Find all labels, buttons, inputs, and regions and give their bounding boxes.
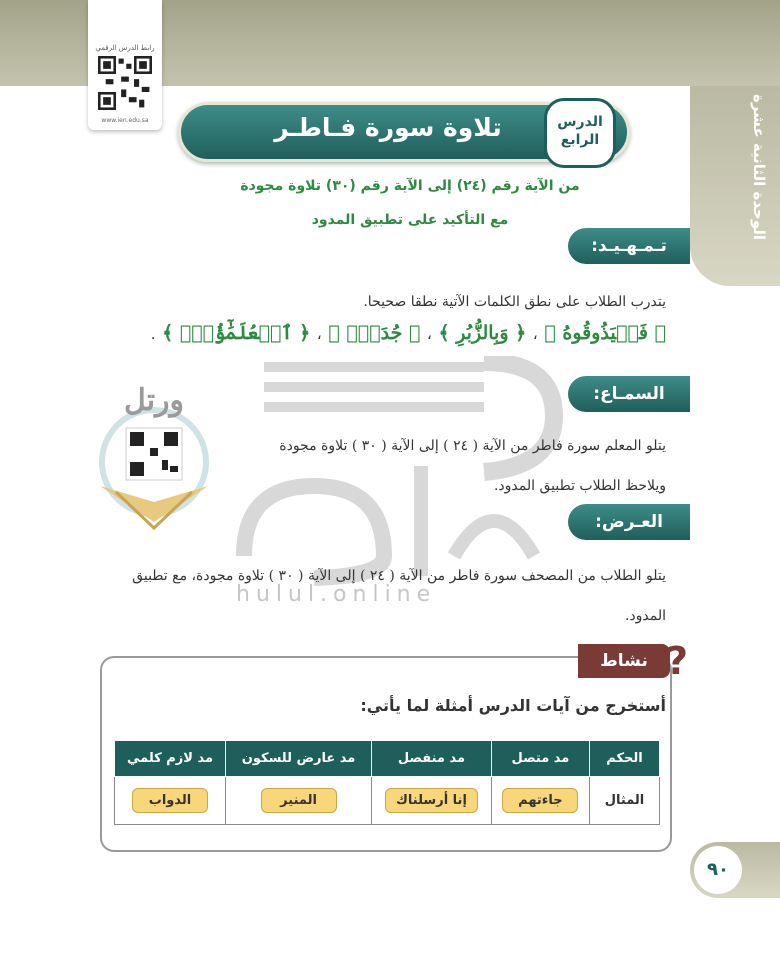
badge-line-2: الرابع [560,132,600,148]
qr-caption: رابط الدرس الرقمي [95,44,155,52]
samaa-line-1: يتلو المعلم سورة فاطر من الآية ( ٢٤ ) إلى الآية ( ٣٠ ) تلاوة مجودة [279,438,666,454]
table-header-cell: مد متصل [491,741,589,777]
unit-title: الوحدة الثانية عشرة [750,93,768,241]
ard-text [66,556,666,636]
question-mark-icon: ? [666,639,689,683]
answer-cell [226,777,372,825]
answer-cell [115,777,226,825]
table-header-cell: الحكم [590,741,660,777]
answer-cell [491,777,589,825]
section-heading-tamhid: تـمـهـيـد: [568,228,690,264]
quran-words-list [106,322,666,344]
table-header-cell: مد لازم كلمي [115,741,226,777]
badge-line-1: الدرس [557,114,603,130]
table-row [115,777,660,825]
lesson-number-badge [544,98,616,168]
activity-question: أستخرج من آيات الدرس أمثلة لما يأتي: [360,696,666,715]
emblem-calligraphy: ورتل [123,383,185,418]
table-header-row [115,741,660,777]
qr-url: www.ien.edu.sa [101,117,149,124]
word-separator: ، [426,325,432,343]
table-header-cell: مد منفصل [372,741,492,777]
lesson-title: تلاوة سورة فـاطـر [274,113,502,142]
quran-word: ﴿ وَبِالزُّبُرِ ﴾ [438,322,527,344]
row-label: المثال [590,777,660,825]
section-heading-samaa: السمـاع: [568,376,690,412]
lesson-subtitle-line-1: من الآية رقم (٢٤) إلى الآية رقم (٣٠) تلاوة مجودة [240,178,580,194]
answer-pill: المنير [261,788,337,813]
lesson-subtitle-line-2: مع التأكيد على تطبيق المدود [311,212,509,228]
word-separator: ، [316,325,322,343]
quran-word: ﴿ ٱلۡعُلَمَٰٓؤُاْۗ ﴾ [162,322,311,344]
quran-word: ﴿ فَلۡيَذُوقُوهُ ﴾ [544,322,666,344]
answer-pill: إنا أرسلناك [385,788,478,813]
quran-word: ﴿ جُدَدُۢ ﴾ [328,322,421,344]
samaa-text [206,426,666,506]
answer-pill: جاءتهم [502,788,578,813]
answer-cell [372,777,492,825]
ard-line-1: يتلو الطلاب من المصحف سورة فاطر من الآية ( ٢٤ ) إلى الآية ( ٣٠ ) تلاوة مجودة، مع تطبيق [132,568,666,584]
quran-recitation-emblem-icon[interactable] [96,352,212,532]
table-header-cell: مد عارض للسكون [226,741,372,777]
samaa-line-2: ويلاحظ الطلاب تطبيق المدود. [493,478,666,494]
lesson-qr-card[interactable] [88,0,162,130]
watermark-text: hulul.online [236,582,437,607]
madd-examples-table [114,740,660,825]
section-heading-ard: العـرض: [568,504,690,540]
qr-code-icon [98,56,152,110]
end-mark: . [150,325,156,343]
tamhid-text: يتدرب الطلاب على نطق الكلمات الآتية نطقا صحيحا. [363,294,666,310]
ard-line-2: المدود. [624,608,666,624]
page-number: ٩٠ [694,846,742,894]
word-separator: ، [532,325,538,343]
activity-label: نشاط [578,644,670,678]
answer-pill: الدواب [132,788,208,813]
